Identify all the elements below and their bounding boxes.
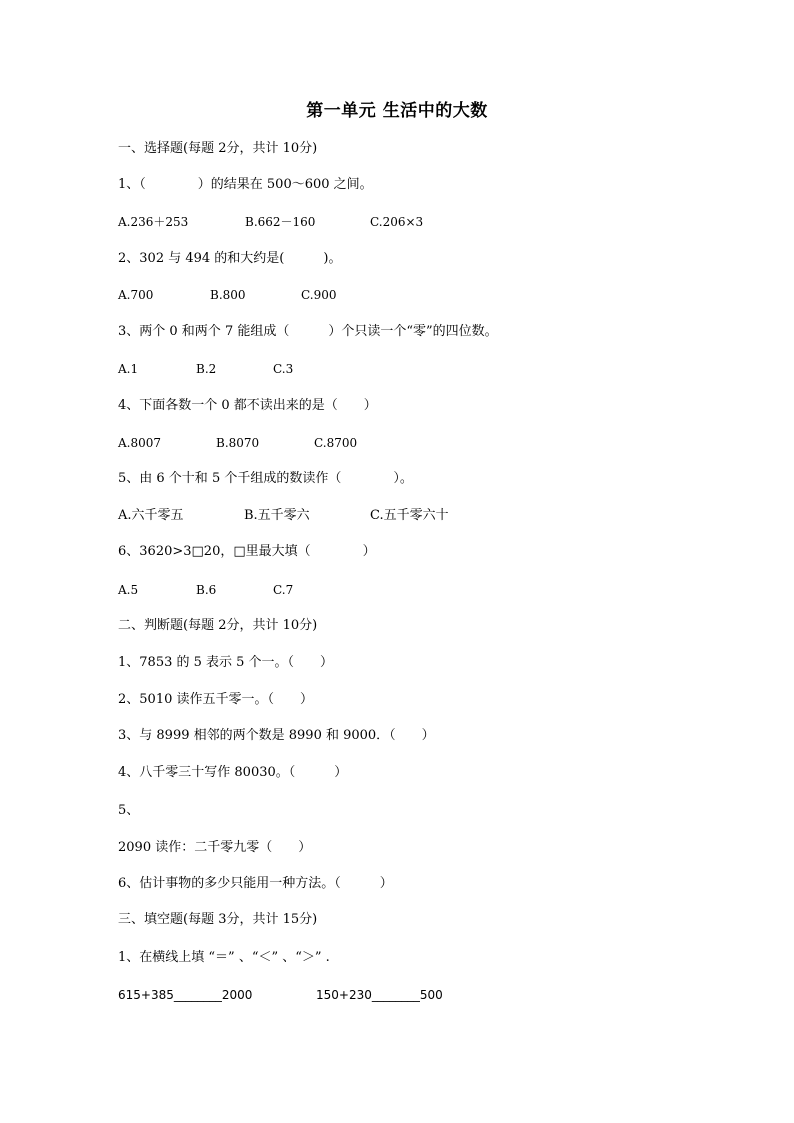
section-heading-judgement: 二、判断题(每题 2分，共计 10分) bbox=[118, 618, 318, 633]
comparison-blank[interactable]: 150+230________500 bbox=[316, 988, 443, 1002]
option-c: C.7 bbox=[273, 583, 294, 597]
judgement-item: 1、7853 的 5 表示 5 个一。（ ） bbox=[118, 655, 334, 670]
judgement-item: 6、估计事物的多少只能用一种方法。（ ） bbox=[118, 876, 393, 891]
option-a: A.1 bbox=[118, 362, 139, 376]
question-text: 6、3620>3□20，□里最大填（ ） bbox=[118, 544, 376, 559]
option-a: A.8007 bbox=[118, 436, 162, 450]
option-b: B.五千零六 bbox=[244, 508, 310, 523]
option-c: C.3 bbox=[273, 362, 294, 376]
option-b: B.800 bbox=[210, 288, 246, 302]
question-text: 4、下面各数一个 0 都不读出来的是（ ） bbox=[118, 398, 377, 413]
judgement-item: 2090 读作：二千零九零（ ） bbox=[118, 840, 312, 855]
question-text: 5、由 6 个十和 5 个千组成的数读作（ ）。 bbox=[118, 471, 413, 486]
option-b: B.662－160 bbox=[245, 215, 316, 229]
option-a: A.5 bbox=[118, 583, 139, 597]
option-c: C.206×3 bbox=[370, 215, 424, 229]
option-c: C.8700 bbox=[314, 436, 358, 450]
document-title: 第一单元 生活中的大数 bbox=[306, 101, 488, 121]
judgement-item: 2、5010 读作五千零一。（ ） bbox=[118, 692, 313, 707]
judgement-item: 4、八千零三十写作 80030。（ ） bbox=[118, 765, 348, 780]
question-text: 2、302 与 494 的和大约是( )。 bbox=[118, 251, 342, 266]
option-b: B.6 bbox=[196, 583, 217, 597]
section-heading-fill: 三、填空题(每题 3分，共计 15分) bbox=[118, 912, 318, 927]
question-text: 3、两个 0 和两个 7 能组成（ ）个只读一个“零”的四位数。 bbox=[118, 324, 498, 339]
option-a: A.六千零五 bbox=[118, 508, 184, 523]
judgement-item: 5、 bbox=[118, 803, 140, 818]
option-b: B.2 bbox=[196, 362, 217, 376]
option-a: A.236＋253 bbox=[118, 215, 189, 229]
question-text: 1、（ ）的结果在 500～600 之间。 bbox=[118, 177, 373, 192]
question-text: 1、在横线上填 “＝” 、“＜” 、“＞” . bbox=[118, 950, 330, 965]
option-b: B.8070 bbox=[216, 436, 260, 450]
option-c: C.900 bbox=[301, 288, 337, 302]
option-c: C.五千零六十 bbox=[370, 508, 449, 523]
comparison-blank[interactable]: 615+385________2000 bbox=[118, 988, 253, 1002]
section-heading-choice: 一、选择题(每题 2分，共计 10分) bbox=[118, 141, 318, 156]
judgement-item: 3、与 8999 相邻的两个数是 8990 和 9000．（ ） bbox=[118, 728, 435, 743]
option-a: A.700 bbox=[118, 288, 154, 302]
